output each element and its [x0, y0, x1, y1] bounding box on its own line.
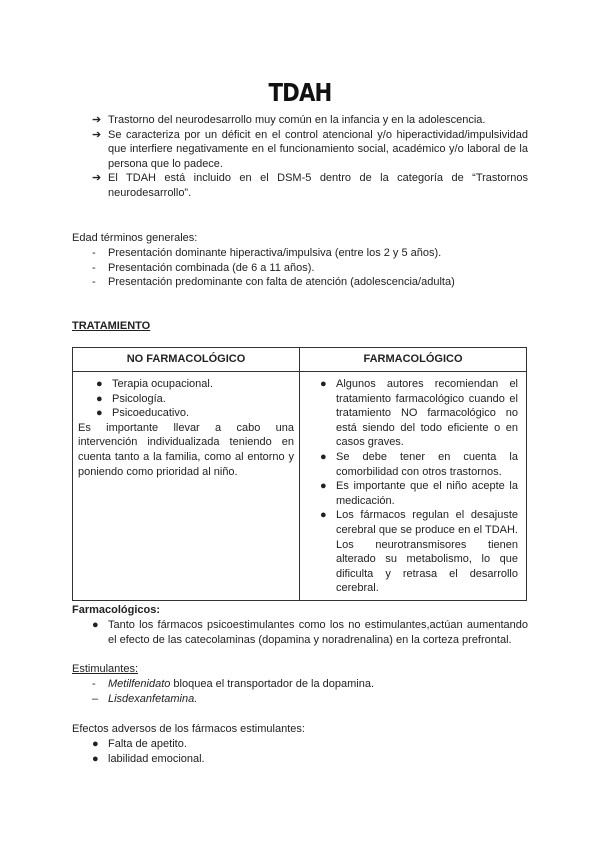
efectos-list	[92, 737, 528, 766]
farm-list	[320, 377, 518, 596]
farmacologicos-heading: Farmacológicos:	[72, 604, 161, 616]
no-farm-list	[96, 377, 294, 421]
list-item	[92, 275, 528, 290]
estimulantes-heading: Estimulantes:	[72, 663, 139, 675]
item-text: bloquea el transportador de la dopamina.	[170, 678, 375, 690]
no-farm-paragraph: Es importante llevar a cabo una intervención individualizada teniendo en cuenta tanto a la familia, como al entorno y poniendo como prioridad al niño.	[78, 421, 294, 478]
dash-icon: –	[92, 692, 99, 705]
item-text: Algunos autores recomiendan el tratamiento farmacológico cuando el tratamiento NO farmacológico no está siendo del todo eficiente o en casos graves.	[336, 378, 518, 449]
list-item	[92, 128, 528, 172]
list-item	[320, 479, 518, 508]
list-item	[320, 450, 518, 479]
drug-name: Metilfenidato	[108, 678, 171, 690]
list-item	[320, 377, 518, 450]
item-text: labilidad emocional.	[108, 752, 205, 765]
list-item	[92, 246, 528, 261]
item-text: Tanto los fármacos psicoestimulantes como los no estimulantes,actúan aumentando el efecto de las catecolaminas (dopamina y noradrenalina) en la corteza prefrontal.	[108, 619, 528, 646]
header-farmacologico: FARMACOLÓGICO	[300, 348, 527, 372]
item-text: Es importante que el niño acepte la medicación.	[336, 480, 518, 507]
bullet-icon: ●	[96, 392, 103, 405]
bullet-icon: ●	[92, 619, 99, 631]
item-text: Terapia ocupacional.	[112, 378, 213, 390]
header-no-farmacologico: NO FARMACOLÓGICO	[73, 348, 300, 372]
item-text: Los fármacos regulan el desajuste cerebral que se produce en el TDAH. Los neurotransmisores tienen alterado su metabolismo, lo que dificulta y retrasa el desarrollo cerebral.	[336, 509, 518, 595]
list-item	[92, 752, 528, 767]
item-text: Psicología.	[112, 392, 166, 405]
dash-icon: -	[92, 247, 96, 259]
bullet-icon: ●	[320, 480, 327, 493]
list-item	[92, 171, 528, 200]
page-title: TDAH	[268, 78, 332, 107]
list-item	[96, 377, 294, 392]
efectos-heading: Efectos adversos de los fármacos estimulantes:	[72, 723, 305, 735]
list-item	[92, 677, 528, 692]
arrow-icon: ➔	[92, 114, 102, 126]
list-item	[96, 392, 294, 407]
edad-list	[92, 246, 528, 290]
bullet-icon: ●	[320, 378, 327, 390]
item-text: Falta de apetito.	[108, 738, 187, 750]
arrow-icon: ➔	[92, 172, 102, 185]
bullet-icon: ●	[96, 378, 103, 390]
item-text: Psicoeducativo.	[112, 407, 190, 420]
list-item	[92, 113, 528, 128]
bullet-icon: ●	[92, 738, 99, 750]
bullet-icon: ●	[92, 752, 99, 765]
item-text: Se caracteriza por un déficit en el control atencional y/o hiperactividad/impulsividad que interfiere negativamente en el funcionamiento social, académico y/o laboral de la persona que lo padece.	[108, 128, 528, 170]
bullet-icon: ●	[320, 509, 327, 522]
intro-list	[92, 113, 528, 201]
farmacologicos-list	[92, 618, 528, 647]
cell-farmacologico	[300, 372, 527, 601]
item-text: El TDAH está incluido en el DSM-5 dentro de la categoría de “Trastornos neurodesarrollo”.	[108, 172, 528, 199]
bullet-icon: ●	[320, 450, 327, 463]
arrow-icon: ➔	[92, 128, 102, 141]
tratamiento-heading: TRATAMIENTO	[72, 320, 151, 332]
item-text: Presentación predominante con falta de atención (adolescencia/adulta)	[108, 276, 455, 289]
dash-icon: -	[92, 678, 96, 690]
item-text: Presentación combinada (de 6 a 11 años).	[108, 261, 315, 274]
treatment-table	[72, 347, 527, 601]
item-text: Presentación dominante hiperactiva/impulsiva (entre los 2 y 5 años).	[108, 247, 442, 259]
edad-heading: Edad términos generales:	[72, 232, 198, 244]
list-item	[92, 618, 528, 647]
cell-no-farmacologico	[73, 372, 300, 601]
list-item	[92, 737, 528, 752]
dash-icon: -	[92, 261, 96, 274]
item-text: Se debe tener en cuenta la comorbilidad con otros trastornos.	[336, 450, 518, 478]
dash-icon: -	[92, 276, 96, 289]
list-item	[92, 261, 528, 276]
list-item	[92, 692, 528, 707]
estimulantes-list	[92, 677, 528, 706]
bullet-icon: ●	[96, 407, 103, 420]
item-text: Trastorno del neurodesarrollo muy común en la infancia y en la adolescencia.	[108, 114, 486, 126]
drug-name: Lisdexanfetamina.	[108, 692, 198, 705]
list-item	[320, 508, 518, 596]
list-item	[96, 406, 294, 421]
